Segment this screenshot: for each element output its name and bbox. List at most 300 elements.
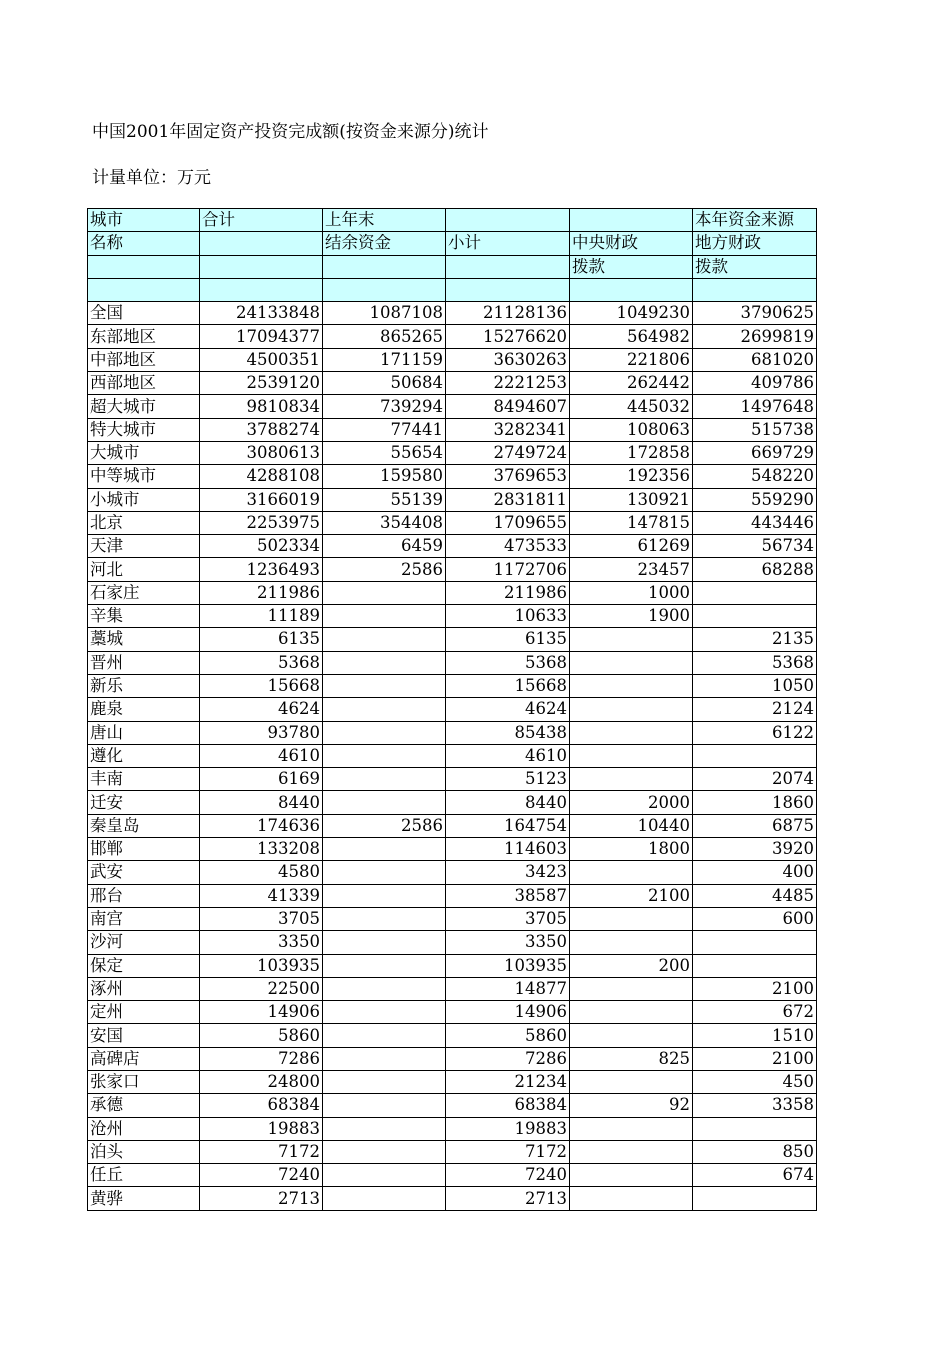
cell-prev-year-balance bbox=[323, 954, 446, 977]
table-row bbox=[88, 861, 817, 884]
cell-prev-year-balance bbox=[323, 581, 446, 604]
cell-total: 7240 bbox=[200, 1164, 323, 1187]
cell-city-name: 沧州 bbox=[88, 1117, 200, 1140]
cell-subtotal: 14906 bbox=[446, 1001, 570, 1024]
header-cell-city-name: 名称 bbox=[88, 232, 200, 255]
header-cell-local-finance-allocation: 拨款 bbox=[693, 255, 817, 278]
cell-total: 211986 bbox=[200, 581, 323, 604]
cell-city-name: 河北 bbox=[88, 558, 200, 581]
cell-total: 1236493 bbox=[200, 558, 323, 581]
cell-subtotal: 21128136 bbox=[446, 302, 570, 325]
cell-city-name: 石家庄 bbox=[88, 581, 200, 604]
header-row bbox=[88, 278, 817, 301]
cell-city-name: 超大城市 bbox=[88, 395, 200, 418]
cell-subtotal: 2221253 bbox=[446, 372, 570, 395]
cell-city-name: 新乐 bbox=[88, 674, 200, 697]
cell-local-finance-allocation: 443446 bbox=[693, 511, 817, 534]
cell-central-finance-allocation bbox=[570, 907, 693, 930]
cell-total: 15668 bbox=[200, 674, 323, 697]
cell-local-finance-allocation: 3790625 bbox=[693, 302, 817, 325]
cell-subtotal: 1709655 bbox=[446, 511, 570, 534]
cell-total: 3788274 bbox=[200, 418, 323, 441]
cell-subtotal: 7286 bbox=[446, 1047, 570, 1070]
cell-total: 8440 bbox=[200, 791, 323, 814]
cell-central-finance-allocation bbox=[570, 1117, 693, 1140]
table-row bbox=[88, 768, 817, 791]
cell-prev-year-balance bbox=[323, 628, 446, 651]
cell-prev-year-balance bbox=[323, 1164, 446, 1187]
cell-city-name: 沙河 bbox=[88, 931, 200, 954]
cell-total: 6135 bbox=[200, 628, 323, 651]
header-row bbox=[88, 255, 817, 278]
cell-subtotal: 8494607 bbox=[446, 395, 570, 418]
cell-central-finance-allocation: 200 bbox=[570, 954, 693, 977]
cell-city-name: 邢台 bbox=[88, 884, 200, 907]
cell-city-name: 安国 bbox=[88, 1024, 200, 1047]
cell-local-finance-allocation: 674 bbox=[693, 1164, 817, 1187]
table-row bbox=[88, 931, 817, 954]
cell-total: 4624 bbox=[200, 698, 323, 721]
cell-prev-year-balance: 739294 bbox=[323, 395, 446, 418]
cell-subtotal: 38587 bbox=[446, 884, 570, 907]
table-row bbox=[88, 605, 817, 628]
cell-subtotal: 473533 bbox=[446, 535, 570, 558]
cell-subtotal: 21234 bbox=[446, 1070, 570, 1093]
cell-local-finance-allocation: 548220 bbox=[693, 465, 817, 488]
cell-city-name: 邯郸 bbox=[88, 838, 200, 861]
cell-subtotal: 103935 bbox=[446, 954, 570, 977]
header-row bbox=[88, 232, 817, 255]
cell-total: 3705 bbox=[200, 907, 323, 930]
cell-local-finance-allocation: 681020 bbox=[693, 348, 817, 371]
table-row bbox=[88, 1070, 817, 1093]
cell-local-finance-allocation: 559290 bbox=[693, 488, 817, 511]
cell-local-finance-allocation: 3920 bbox=[693, 838, 817, 861]
cell-central-finance-allocation: 262442 bbox=[570, 372, 693, 395]
cell-total: 502334 bbox=[200, 535, 323, 558]
table-row bbox=[88, 441, 817, 464]
cell-central-finance-allocation bbox=[570, 744, 693, 767]
cell-prev-year-balance bbox=[323, 1001, 446, 1024]
cell-city-name: 定州 bbox=[88, 1001, 200, 1024]
cell-city-name: 天津 bbox=[88, 535, 200, 558]
cell-central-finance-allocation bbox=[570, 698, 693, 721]
table-row bbox=[88, 698, 817, 721]
cell-subtotal: 4624 bbox=[446, 698, 570, 721]
cell-total: 3080613 bbox=[200, 441, 323, 464]
cell-city-name: 藁城 bbox=[88, 628, 200, 651]
cell-central-finance-allocation: 1049230 bbox=[570, 302, 693, 325]
cell-central-finance-allocation: 23457 bbox=[570, 558, 693, 581]
cell-subtotal: 10633 bbox=[446, 605, 570, 628]
cell-city-name: 西部地区 bbox=[88, 372, 200, 395]
header-cell-local-finance-allocation: 地方财政 bbox=[693, 232, 817, 255]
cell-subtotal: 15668 bbox=[446, 674, 570, 697]
cell-local-finance-allocation: 6122 bbox=[693, 721, 817, 744]
cell-prev-year-balance bbox=[323, 1117, 446, 1140]
cell-local-finance-allocation: 669729 bbox=[693, 441, 817, 464]
cell-central-finance-allocation bbox=[570, 977, 693, 1000]
cell-prev-year-balance: 55139 bbox=[323, 488, 446, 511]
table-row bbox=[88, 721, 817, 744]
table-row bbox=[88, 651, 817, 674]
cell-local-finance-allocation: 2124 bbox=[693, 698, 817, 721]
cell-central-finance-allocation bbox=[570, 721, 693, 744]
cell-total: 11189 bbox=[200, 605, 323, 628]
cell-local-finance-allocation: 450 bbox=[693, 1070, 817, 1093]
cell-prev-year-balance bbox=[323, 1140, 446, 1163]
cell-central-finance-allocation bbox=[570, 1140, 693, 1163]
cell-prev-year-balance bbox=[323, 698, 446, 721]
table-row bbox=[88, 674, 817, 697]
header-cell-central-finance-allocation: 拨款 bbox=[570, 255, 693, 278]
cell-city-name: 遵化 bbox=[88, 744, 200, 767]
cell-total: 19883 bbox=[200, 1117, 323, 1140]
cell-subtotal: 211986 bbox=[446, 581, 570, 604]
table-row bbox=[88, 325, 817, 348]
table-row bbox=[88, 954, 817, 977]
cell-prev-year-balance: 159580 bbox=[323, 465, 446, 488]
cell-total: 6169 bbox=[200, 768, 323, 791]
cell-total: 7172 bbox=[200, 1140, 323, 1163]
table-row bbox=[88, 558, 817, 581]
table-row bbox=[88, 1140, 817, 1163]
cell-central-finance-allocation: 61269 bbox=[570, 535, 693, 558]
cell-local-finance-allocation bbox=[693, 931, 817, 954]
cell-city-name: 泊头 bbox=[88, 1140, 200, 1163]
cell-prev-year-balance bbox=[323, 768, 446, 791]
cell-subtotal: 3705 bbox=[446, 907, 570, 930]
cell-total: 7286 bbox=[200, 1047, 323, 1070]
cell-central-finance-allocation bbox=[570, 1001, 693, 1024]
cell-subtotal: 6135 bbox=[446, 628, 570, 651]
cell-city-name: 特大城市 bbox=[88, 418, 200, 441]
cell-city-name: 涿州 bbox=[88, 977, 200, 1000]
cell-total: 4288108 bbox=[200, 465, 323, 488]
cell-local-finance-allocation: 672 bbox=[693, 1001, 817, 1024]
table-row bbox=[88, 511, 817, 534]
cell-central-finance-allocation bbox=[570, 1187, 693, 1210]
header-cell-central-finance-allocation: 中央财政 bbox=[570, 232, 693, 255]
cell-total: 9810834 bbox=[200, 395, 323, 418]
cell-central-finance-allocation bbox=[570, 931, 693, 954]
table-row bbox=[88, 1164, 817, 1187]
cell-city-name: 大城市 bbox=[88, 441, 200, 464]
cell-local-finance-allocation: 409786 bbox=[693, 372, 817, 395]
page-title: 中国2001年固定资产投资完成额(按资金来源分)统计 bbox=[92, 122, 489, 142]
table-row bbox=[88, 977, 817, 1000]
cell-prev-year-balance bbox=[323, 721, 446, 744]
table-row bbox=[88, 1094, 817, 1117]
cell-prev-year-balance: 354408 bbox=[323, 511, 446, 534]
cell-prev-year-balance bbox=[323, 1187, 446, 1210]
header-cell-subtotal: 小计 bbox=[446, 232, 570, 255]
cell-central-finance-allocation: 10440 bbox=[570, 814, 693, 837]
cell-total: 41339 bbox=[200, 884, 323, 907]
cell-local-finance-allocation: 2699819 bbox=[693, 325, 817, 348]
cell-central-finance-allocation bbox=[570, 1164, 693, 1187]
cell-local-finance-allocation: 68288 bbox=[693, 558, 817, 581]
cell-city-name: 丰南 bbox=[88, 768, 200, 791]
cell-total: 103935 bbox=[200, 954, 323, 977]
table-row bbox=[88, 838, 817, 861]
header-row bbox=[88, 209, 817, 232]
cell-subtotal: 14877 bbox=[446, 977, 570, 1000]
header-cell-local-finance-allocation: 本年资金来源 bbox=[693, 209, 817, 232]
cell-local-finance-allocation: 515738 bbox=[693, 418, 817, 441]
table-row bbox=[88, 1024, 817, 1047]
cell-city-name: 高碑店 bbox=[88, 1047, 200, 1070]
cell-local-finance-allocation: 4485 bbox=[693, 884, 817, 907]
cell-central-finance-allocation: 1900 bbox=[570, 605, 693, 628]
cell-city-name: 晋州 bbox=[88, 651, 200, 674]
table-row bbox=[88, 535, 817, 558]
header-cell-city-name bbox=[88, 278, 200, 301]
cell-subtotal: 8440 bbox=[446, 791, 570, 814]
cell-prev-year-balance: 865265 bbox=[323, 325, 446, 348]
cell-central-finance-allocation bbox=[570, 1070, 693, 1093]
cell-prev-year-balance bbox=[323, 861, 446, 884]
cell-central-finance-allocation: 130921 bbox=[570, 488, 693, 511]
cell-subtotal: 1172706 bbox=[446, 558, 570, 581]
cell-central-finance-allocation: 445032 bbox=[570, 395, 693, 418]
cell-prev-year-balance bbox=[323, 931, 446, 954]
cell-subtotal: 3350 bbox=[446, 931, 570, 954]
table-row bbox=[88, 465, 817, 488]
cell-local-finance-allocation bbox=[693, 744, 817, 767]
cell-subtotal: 19883 bbox=[446, 1117, 570, 1140]
cell-subtotal: 4610 bbox=[446, 744, 570, 767]
cell-prev-year-balance bbox=[323, 977, 446, 1000]
cell-central-finance-allocation bbox=[570, 628, 693, 651]
cell-city-name: 北京 bbox=[88, 511, 200, 534]
cell-local-finance-allocation: 1860 bbox=[693, 791, 817, 814]
cell-subtotal: 114603 bbox=[446, 838, 570, 861]
cell-total: 2713 bbox=[200, 1187, 323, 1210]
table-row bbox=[88, 372, 817, 395]
cell-total: 2253975 bbox=[200, 511, 323, 534]
cell-city-name: 唐山 bbox=[88, 721, 200, 744]
table-row bbox=[88, 1001, 817, 1024]
table-row bbox=[88, 418, 817, 441]
header-cell-central-finance-allocation bbox=[570, 278, 693, 301]
cell-local-finance-allocation: 5368 bbox=[693, 651, 817, 674]
table-row bbox=[88, 581, 817, 604]
cell-local-finance-allocation bbox=[693, 581, 817, 604]
cell-central-finance-allocation bbox=[570, 861, 693, 884]
cell-prev-year-balance: 171159 bbox=[323, 348, 446, 371]
cell-central-finance-allocation bbox=[570, 674, 693, 697]
table-row bbox=[88, 907, 817, 930]
header-cell-subtotal bbox=[446, 255, 570, 278]
table-row bbox=[88, 348, 817, 371]
cell-total: 93780 bbox=[200, 721, 323, 744]
cell-local-finance-allocation bbox=[693, 605, 817, 628]
cell-central-finance-allocation: 1800 bbox=[570, 838, 693, 861]
unit-label: 计量单位：万元 bbox=[92, 168, 211, 188]
cell-local-finance-allocation: 2135 bbox=[693, 628, 817, 651]
table-row bbox=[88, 628, 817, 651]
cell-city-name: 迁安 bbox=[88, 791, 200, 814]
cell-total: 14906 bbox=[200, 1001, 323, 1024]
cell-city-name: 保定 bbox=[88, 954, 200, 977]
cell-prev-year-balance bbox=[323, 1094, 446, 1117]
table-row bbox=[88, 395, 817, 418]
cell-total: 3166019 bbox=[200, 488, 323, 511]
cell-central-finance-allocation: 92 bbox=[570, 1094, 693, 1117]
cell-local-finance-allocation: 56734 bbox=[693, 535, 817, 558]
cell-city-name: 辛集 bbox=[88, 605, 200, 628]
cell-city-name: 南宫 bbox=[88, 907, 200, 930]
cell-local-finance-allocation bbox=[693, 1117, 817, 1140]
cell-total: 22500 bbox=[200, 977, 323, 1000]
cell-local-finance-allocation: 400 bbox=[693, 861, 817, 884]
cell-total: 24133848 bbox=[200, 302, 323, 325]
cell-local-finance-allocation: 1050 bbox=[693, 674, 817, 697]
table-row bbox=[88, 814, 817, 837]
cell-total: 133208 bbox=[200, 838, 323, 861]
header-cell-prev-year-balance: 结余资金 bbox=[323, 232, 446, 255]
cell-city-name: 秦皇岛 bbox=[88, 814, 200, 837]
cell-city-name: 小城市 bbox=[88, 488, 200, 511]
cell-subtotal: 5368 bbox=[446, 651, 570, 674]
cell-local-finance-allocation: 2100 bbox=[693, 977, 817, 1000]
cell-subtotal: 2831811 bbox=[446, 488, 570, 511]
table-row bbox=[88, 884, 817, 907]
cell-total: 68384 bbox=[200, 1094, 323, 1117]
cell-prev-year-balance: 2586 bbox=[323, 814, 446, 837]
cell-prev-year-balance bbox=[323, 791, 446, 814]
table-row bbox=[88, 1047, 817, 1070]
cell-total: 24800 bbox=[200, 1070, 323, 1093]
cell-central-finance-allocation: 192356 bbox=[570, 465, 693, 488]
cell-central-finance-allocation: 564982 bbox=[570, 325, 693, 348]
header-cell-city-name: 城市 bbox=[88, 209, 200, 232]
cell-prev-year-balance: 55654 bbox=[323, 441, 446, 464]
header-cell-city-name bbox=[88, 255, 200, 278]
cell-prev-year-balance bbox=[323, 1024, 446, 1047]
cell-local-finance-allocation: 2100 bbox=[693, 1047, 817, 1070]
header-cell-subtotal bbox=[446, 278, 570, 301]
cell-local-finance-allocation: 600 bbox=[693, 907, 817, 930]
cell-total: 3350 bbox=[200, 931, 323, 954]
cell-city-name: 武安 bbox=[88, 861, 200, 884]
cell-subtotal: 3769653 bbox=[446, 465, 570, 488]
header-cell-local-finance-allocation bbox=[693, 278, 817, 301]
cell-subtotal: 85438 bbox=[446, 721, 570, 744]
cell-city-name: 中等城市 bbox=[88, 465, 200, 488]
cell-city-name: 鹿泉 bbox=[88, 698, 200, 721]
cell-central-finance-allocation: 147815 bbox=[570, 511, 693, 534]
header-cell-total: 合计 bbox=[200, 209, 323, 232]
cell-local-finance-allocation: 2074 bbox=[693, 768, 817, 791]
cell-local-finance-allocation: 1497648 bbox=[693, 395, 817, 418]
cell-subtotal: 2713 bbox=[446, 1187, 570, 1210]
table-row bbox=[88, 488, 817, 511]
cell-local-finance-allocation: 1510 bbox=[693, 1024, 817, 1047]
cell-prev-year-balance: 2586 bbox=[323, 558, 446, 581]
cell-total: 174636 bbox=[200, 814, 323, 837]
header-cell-subtotal bbox=[446, 209, 570, 232]
header-cell-prev-year-balance bbox=[323, 278, 446, 301]
cell-total: 4610 bbox=[200, 744, 323, 767]
cell-prev-year-balance: 1087108 bbox=[323, 302, 446, 325]
cell-city-name: 黄骅 bbox=[88, 1187, 200, 1210]
cell-central-finance-allocation: 108063 bbox=[570, 418, 693, 441]
cell-prev-year-balance bbox=[323, 744, 446, 767]
header-cell-total bbox=[200, 278, 323, 301]
cell-subtotal: 3282341 bbox=[446, 418, 570, 441]
table-row bbox=[88, 302, 817, 325]
cell-total: 5860 bbox=[200, 1024, 323, 1047]
cell-subtotal: 2749724 bbox=[446, 441, 570, 464]
cell-central-finance-allocation: 825 bbox=[570, 1047, 693, 1070]
cell-prev-year-balance: 77441 bbox=[323, 418, 446, 441]
cell-local-finance-allocation bbox=[693, 954, 817, 977]
cell-prev-year-balance bbox=[323, 907, 446, 930]
cell-prev-year-balance bbox=[323, 651, 446, 674]
cell-central-finance-allocation bbox=[570, 768, 693, 791]
cell-subtotal: 15276620 bbox=[446, 325, 570, 348]
cell-prev-year-balance bbox=[323, 1070, 446, 1093]
cell-subtotal: 3423 bbox=[446, 861, 570, 884]
cell-prev-year-balance bbox=[323, 674, 446, 697]
cell-central-finance-allocation bbox=[570, 1024, 693, 1047]
cell-local-finance-allocation: 850 bbox=[693, 1140, 817, 1163]
cell-city-name: 全国 bbox=[88, 302, 200, 325]
cell-subtotal: 7172 bbox=[446, 1140, 570, 1163]
cell-central-finance-allocation: 221806 bbox=[570, 348, 693, 371]
cell-central-finance-allocation: 2100 bbox=[570, 884, 693, 907]
cell-prev-year-balance bbox=[323, 605, 446, 628]
cell-subtotal: 68384 bbox=[446, 1094, 570, 1117]
table-row bbox=[88, 1117, 817, 1140]
cell-city-name: 东部地区 bbox=[88, 325, 200, 348]
cell-local-finance-allocation bbox=[693, 1187, 817, 1210]
investment-table bbox=[87, 208, 817, 1211]
cell-prev-year-balance bbox=[323, 1047, 446, 1070]
cell-central-finance-allocation: 2000 bbox=[570, 791, 693, 814]
cell-subtotal: 164754 bbox=[446, 814, 570, 837]
table-row bbox=[88, 791, 817, 814]
cell-subtotal: 7240 bbox=[446, 1164, 570, 1187]
cell-central-finance-allocation bbox=[570, 651, 693, 674]
cell-local-finance-allocation: 3358 bbox=[693, 1094, 817, 1117]
cell-prev-year-balance: 6459 bbox=[323, 535, 446, 558]
cell-city-name: 中部地区 bbox=[88, 348, 200, 371]
cell-city-name: 张家口 bbox=[88, 1070, 200, 1093]
table-row bbox=[88, 744, 817, 767]
cell-prev-year-balance: 50684 bbox=[323, 372, 446, 395]
cell-central-finance-allocation: 172858 bbox=[570, 441, 693, 464]
cell-subtotal: 5860 bbox=[446, 1024, 570, 1047]
cell-central-finance-allocation: 1000 bbox=[570, 581, 693, 604]
header-cell-total bbox=[200, 232, 323, 255]
cell-total: 4580 bbox=[200, 861, 323, 884]
cell-local-finance-allocation: 6875 bbox=[693, 814, 817, 837]
cell-prev-year-balance bbox=[323, 884, 446, 907]
cell-subtotal: 5123 bbox=[446, 768, 570, 791]
cell-total: 17094377 bbox=[200, 325, 323, 348]
header-cell-central-finance-allocation bbox=[570, 209, 693, 232]
cell-total: 4500351 bbox=[200, 348, 323, 371]
table-row bbox=[88, 1187, 817, 1210]
header-cell-prev-year-balance bbox=[323, 255, 446, 278]
cell-city-name: 承德 bbox=[88, 1094, 200, 1117]
cell-total: 2539120 bbox=[200, 372, 323, 395]
header-cell-prev-year-balance: 上年末 bbox=[323, 209, 446, 232]
cell-prev-year-balance bbox=[323, 838, 446, 861]
